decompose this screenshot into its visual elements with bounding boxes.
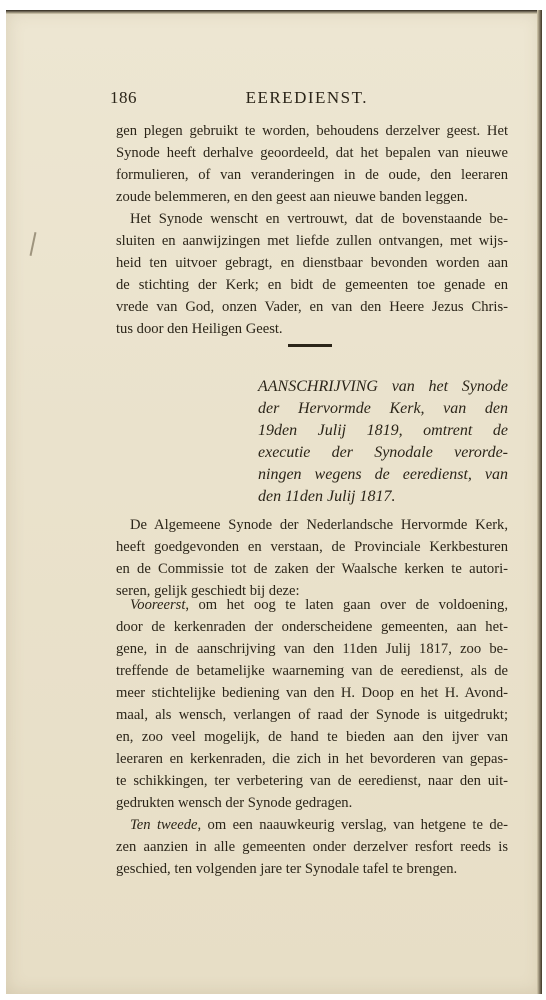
p4-line-1-text: , om het oog te laten gaan over de voldoening,	[185, 597, 508, 613]
p4-line-1	[130, 594, 508, 616]
p1-line-2: Synode heeft derhalve geoordeeld, dat het bepalen van nieuwe	[116, 145, 508, 161]
p4-lead: Vooreerst	[130, 597, 186, 613]
p5-line-1-text: , om een naauwkeurig verslag, van hetgene te de-	[197, 817, 508, 833]
p2-line-4: de stichting der Kerk; en bidt de gemeenten toe genade en	[116, 277, 508, 293]
p1-line-3: formulieren, of van veranderingen in de oude, den leeraren	[116, 167, 508, 183]
heading-line-2: der Hervormde Kerk, van den	[258, 400, 508, 417]
p2-line-2: sluiten en aanwijzingen met liefde zullen ontvangen, met wijs-	[116, 233, 508, 249]
running-title: EEREDIENST.	[245, 88, 368, 107]
p2-line-1: Het Synode wenscht en vertrouwt, dat de bovenstaande be-	[130, 211, 508, 227]
p4-line-6: maal, als wensch, verlangen of raad der Synode is uitgedrukt;	[116, 707, 508, 723]
running-head	[110, 88, 368, 110]
p4-line-2: door de kerkenraden der onderscheidene gemeenten, aan het-	[116, 619, 508, 635]
p5-lead: Ten tweede	[130, 817, 198, 833]
p2-line-3: heid ten uitvoer gebragt, en dienstbaar bevonden worden aan	[116, 255, 508, 271]
p2-line-6: tus door den Heiligen Geest.	[116, 321, 283, 337]
p3-line-4: seren, gelijk geschiedt bij deze:	[116, 583, 300, 599]
p1-line-1: gen plegen gebruikt te worden, behoudens derzelver geest. Het	[116, 123, 508, 139]
heading-line-4: executie der Synodale verorde-	[258, 444, 508, 461]
p5-line-3: geschied, ten volgenden jare ter Synodale tafel te brengen.	[116, 861, 458, 877]
p4-line-8: leeraren en kerkenraden, die zich in het bevorderen van gepas-	[116, 751, 508, 767]
p4-line-7: en, zoo veel mogelijk, de hand te bieden aan den ijver van	[116, 729, 508, 745]
p3-line-2: heeft goedgevonden en verstaan, de Provinciale Kerkbesturen	[116, 539, 508, 555]
section-separator-rule	[288, 344, 332, 347]
p4-line-4: treffende de betamelijke waarneming van de eeredienst, als de	[116, 663, 508, 679]
p4-line-5: meer stichtelijke bediening van den H. Doop en het H. Avond-	[116, 685, 508, 701]
p4-line-3: gene, in de aanschrijving van den 11den Julij 1817, zoo be-	[116, 641, 508, 657]
page-top-edge	[6, 10, 542, 14]
heading-line-1: AANSCHRIJVING van het Synode	[258, 378, 508, 395]
heading-line-6: den 11den Julij 1817.	[258, 488, 396, 505]
heading-line-5: ningen wegens de eeredienst, van	[258, 466, 508, 483]
p2-line-5: vrede van God, onzen Vader, en van den Heere Jezus Chris-	[116, 299, 508, 315]
p1-line-4: zoude belemmeren, en den geest aan nieuwe banden leggen.	[116, 189, 468, 205]
p3-line-3: en de Commissie tot de zaken der Waalsche kerken te autori-	[116, 561, 508, 577]
p3-line-1: De Algemeene Synode der Nederlandsche Hervormde Kerk,	[130, 517, 508, 533]
p4-line-9: te schikkingen, ter verbetering van de eeredienst, naar den uit-	[116, 773, 508, 789]
heading-line-3: 19den Julij 1819, omtrent de	[258, 422, 508, 439]
p5-line-1	[130, 814, 508, 836]
p5-line-2: zen aanzien in alle gemeenten onder derzelver resfort reeds is	[116, 839, 508, 855]
p4-line-10: gedrukten wensch der Synode gedragen.	[116, 795, 353, 811]
page-spine-shadow	[537, 10, 542, 994]
page-number: 186	[110, 88, 137, 107]
